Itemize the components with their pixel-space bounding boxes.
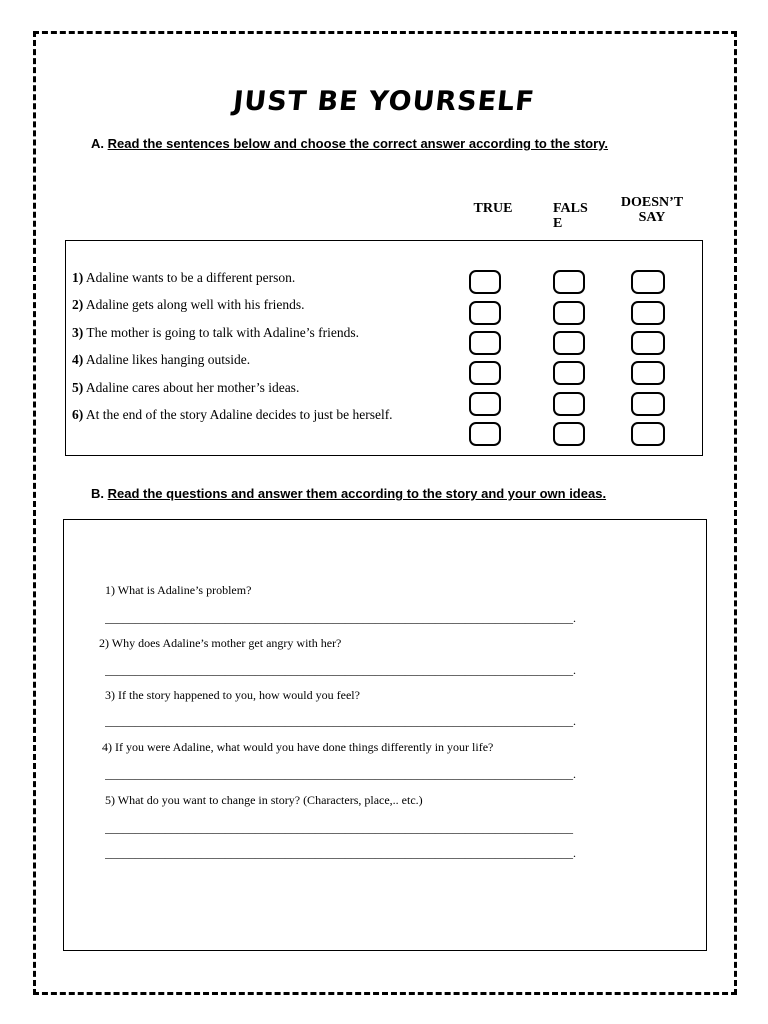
true-checkbox[interactable] [469,422,501,446]
statement-row [72,380,299,396]
statement-row [72,407,393,423]
false-checkbox[interactable] [553,361,585,385]
statement-number: 3) [72,325,84,340]
false-checkbox[interactable] [553,331,585,355]
section-b-instruction: Read the questions and answer them according to the story and your own ideas. [107,486,607,501]
doesnt-say-checkbox[interactable] [631,361,665,385]
statement-text: Adaline likes hanging outside. [85,352,251,367]
statement-text: Adaline wants to be a different person. [85,270,296,285]
answer-line[interactable]: ______________________________________________________________________________. [105,611,576,625]
column-false-header: FALSE [553,201,588,227]
false-checkbox[interactable] [553,422,585,446]
true-checkbox[interactable] [469,301,501,325]
doesnt-say-checkbox[interactable] [631,301,665,325]
question-text: 3) If the story happened to you, how would you feel? [105,688,360,702]
answer-line[interactable]: ______________________________________________________________________________. [105,663,576,677]
statement-row [72,325,359,341]
statement-number: 2) [72,297,84,312]
question-text: 4) If you were Adaline, what would you have done things differently in your life? [102,740,494,754]
section-a-instruction: Read the sentences below and choose the correct answer according to the story. [107,136,609,151]
section-b-letter: B. [91,486,104,501]
statement-number: 4) [72,352,84,367]
answer-line[interactable]: ______________________________________________________________________________. [105,846,576,860]
doesnt-say-checkbox[interactable] [631,392,665,416]
statement-text: The mother is going to talk with Adaline’s friends. [86,325,359,340]
statement-text: At the end of the story Adaline decides to just be herself. [85,407,393,422]
true-checkbox[interactable] [469,361,501,385]
doesnt-say-checkbox[interactable] [631,270,665,294]
statement-number: 1) [72,270,84,285]
statement-number: 6) [72,407,84,422]
false-checkbox[interactable] [553,270,585,294]
worksheet-title: JUST BE YOURSELF [231,86,537,117]
section-a-letter: A. [91,136,104,151]
statement-text: Adaline cares about her mother’s ideas. [85,380,300,395]
answer-line[interactable]: ______________________________________________________________________________. [105,714,576,728]
answer-line[interactable]: ______________________________________________________________________________. [105,767,576,781]
question-text: 1) What is Adaline’s problem? [105,583,252,597]
column-doesnt-say-header: DOESN’T SAY [620,195,684,225]
section-b-heading [91,486,606,501]
true-checkbox[interactable] [469,331,501,355]
doesnt-say-checkbox[interactable] [631,331,665,355]
statement-number: 5) [72,380,84,395]
true-checkbox[interactable] [469,270,501,294]
question-text: 2) Why does Adaline’s mother get angry with her? [99,636,342,650]
doesnt-say-checkbox[interactable] [631,422,665,446]
section-a-heading [91,136,608,151]
false-checkbox[interactable] [553,301,585,325]
statement-row [72,352,250,368]
answer-line[interactable]: ______________________________________________________________________________ [105,821,573,835]
statement-row [72,297,304,313]
false-checkbox[interactable] [553,392,585,416]
true-checkbox[interactable] [469,392,501,416]
statement-row [72,270,295,286]
question-text: 5) What do you want to change in story? (Characters, place,.. etc.) [105,793,423,807]
column-true-header: TRUE [473,201,513,216]
statement-text: Adaline gets along well with his friends. [85,297,305,312]
